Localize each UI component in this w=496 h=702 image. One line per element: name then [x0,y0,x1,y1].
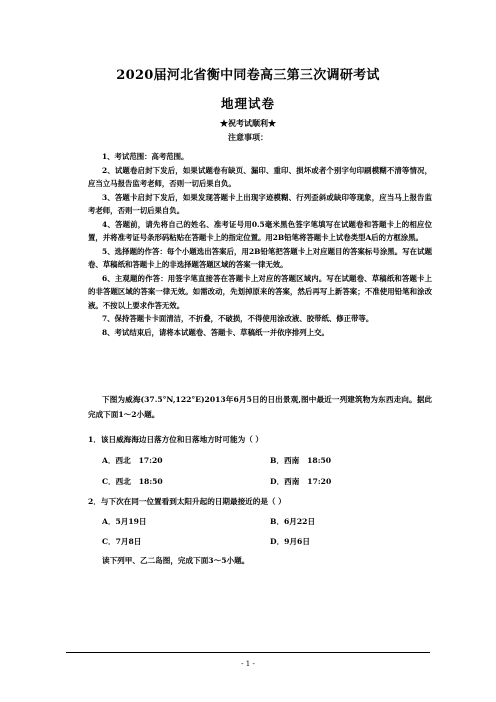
good-luck-line: ★祝考试顺利★ [220,118,276,128]
notice-item: 1、考试范围：高考范围。 [102,152,189,161]
page-number: - 1 - [241,660,255,668]
notice-item: 3、答题卡启封下发后，如果发现答题卡上出现字迹模糊、行列歪斜或缺印等现象，应当马上报告监考老师，否则一切后果自负。 [88,192,432,215]
notice-item: 2、试题卷启封下发后，如果试题卷有缺页、漏印、重印、损坏或者个别字句印刷模糊不清等情况，应当立马报告监考老师，否则一切后果自负。 [88,165,432,188]
question-2-option-d: D．9月6日 [270,537,310,546]
exam-title: 2020届河北省衡中同卷高三第三次调研考试 [116,68,380,83]
question-2-option-b: B．6月22日 [270,517,316,526]
question-2-stem: 2．与下次在同一位置看到太阳升起的日期最接近的是（ ） [88,497,286,506]
notice-item: 8、考试结束后，请将本试题卷、答题卡、草稿纸一并依序排列上交。 [102,327,329,337]
exam-subtitle: 地理试卷 [220,96,275,111]
notice-list [88,150,432,339]
notice-heading: 注意事项： [228,132,268,142]
reading-passage [88,392,432,422]
notice-item: 4、答题前，请先将自己的姓名、准考证号用0.5毫米黑色签字笔填写在试题卷和答题卡上的相应位置，并将准考证号条形码粘贴在答题卡上的指定位置。用2B铅笔将答题卡上试卷类型A后的方框涂黑。 [88,219,432,242]
notice-item: 7、保持答题卡卡面清洁，不折叠，不破损，不得使用涂改液、胶带纸、修正带等。 [102,314,374,323]
question-1-option-a: A．西北 17:20 [102,456,163,465]
question-1-option-d: D．西南 17:20 [270,477,332,486]
question-2-option-a: A．5月19日 [102,517,147,526]
question-1-stem: 1．该日威海海边日落方位和日落地方时可能为（ ） [88,435,263,444]
read-instruction: 读下列甲、乙二岛图，完成下面3～5小题。 [102,556,250,565]
question-2-option-c: C．7月8日 [102,537,142,546]
passage-text: 下图为威海(37.5°N,122°E)2013年6月5日的日出景观,图中最近一列建筑物为东西走向。据此完成下面1～2小题。 [88,395,432,419]
notice-item: 5、选择题的作答：每个小题选出答案后，用2B铅笔把答题卡上对应题目的答案标号涂黑。写在试题卷、草稿纸和答题卡上的非选择题答题区域的答案一律无效。 [88,246,432,269]
question-1-option-c: C．西北 18:50 [102,477,163,486]
notice-item: 6、主观题的作答：用签字笔直接答在答题卡上对应的答题区域内。写在试题卷、草稿纸和答题卡上的非答题区域的答案一律无效。如需改动，先划掉原来的答案，然后再写上新答案；不准使用铅笔和涂改液。不按以上要求作答无效。 [88,273,432,310]
question-1-option-b: B．西南 18:50 [270,456,332,465]
footer-divider [66,652,430,653]
